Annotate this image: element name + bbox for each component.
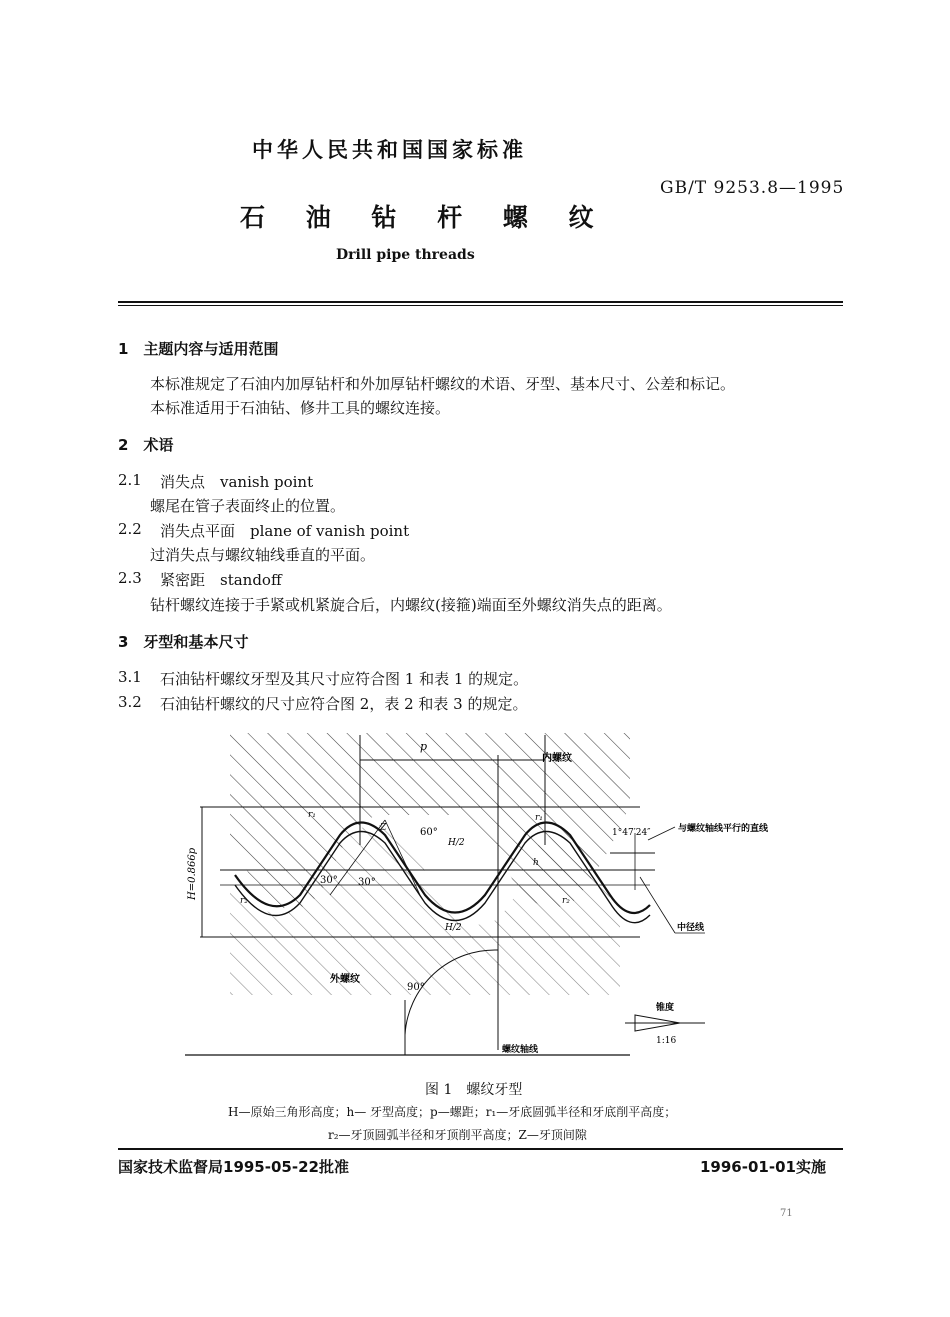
footer-rule xyxy=(118,1148,843,1150)
internal-thread-label: 内螺纹 xyxy=(542,753,572,764)
taper-angle-label: 1°47′24″ xyxy=(612,828,651,838)
r1-label-left: r₁ xyxy=(308,810,316,820)
section-2-heading: 2 术语 xyxy=(118,436,174,454)
thread-axis-label: 螺纹轴线 xyxy=(502,1045,539,1055)
section-1-para-1: 本标准规定了石油内加厚钻杆和外加厚钻杆螺纹的术语、牙型、基本尺寸、公差和标记。 xyxy=(150,375,736,393)
para-3-1-number: 3.1 xyxy=(118,668,142,686)
header-rule-top xyxy=(118,301,843,303)
angle-30-left-label: 30° xyxy=(320,875,338,886)
external-thread-label: 外螺纹 xyxy=(330,974,360,985)
h-label: h xyxy=(533,858,539,868)
section-1-para-2: 本标准适用于石油钻、修井工具的螺纹连接。 xyxy=(150,399,451,417)
term-2-1-definition: 螺尾在管子表面终止的位置。 xyxy=(150,497,346,515)
term-2-2: 消失点平面 plane of vanish point xyxy=(160,522,410,540)
page-number: 71 xyxy=(780,1208,793,1219)
term-2-3-number: 2.3 xyxy=(118,569,142,587)
para-3-2: 石油钻杆螺纹的尺寸应符合图 2，表 2 和表 3 的规定。 xyxy=(160,695,528,713)
taper-ratio-label: 1:16 xyxy=(656,1036,677,1046)
document-title: 石 油 钻 杆 螺 纹 xyxy=(240,203,610,232)
section-1-heading: 1 主题内容与适用范围 xyxy=(118,340,279,358)
h-half-label-bottom: H/2 xyxy=(445,923,462,933)
figure-legend-line-2: r₂—牙顶圆弧半径和牙顶削平高度；Z—牙顶间隙 xyxy=(328,1128,587,1142)
term-2-3-definition: 钻杆螺纹连接于手紧或机紧旋合后，内螺纹(接箍)端面至外螺纹消失点的距离。 xyxy=(150,596,672,614)
thread-profile-figure xyxy=(180,725,800,1070)
z-label: Z xyxy=(380,823,387,833)
para-3-1: 石油钻杆螺纹牙型及其尺寸应符合图 1 和表 1 的规定。 xyxy=(160,670,529,688)
h-half-label-top: H/2 xyxy=(448,838,465,848)
angle-30-right-label: 30° xyxy=(358,877,376,888)
r1-label-right: r₁ xyxy=(535,813,543,823)
para-3-2-number: 3.2 xyxy=(118,693,142,711)
term-2-2-definition: 过消失点与螺纹轴线垂直的平面。 xyxy=(150,546,376,564)
national-standard-title: 中华人民共和国国家标准 xyxy=(252,138,527,162)
standard-number: GB/T 9253.8—1995 xyxy=(660,178,845,198)
approval-line: 国家技术监督局1995-05-22批准 xyxy=(118,1158,349,1176)
angle-60-label: 60° xyxy=(420,827,438,838)
r2-label-left: r₂ xyxy=(240,896,248,906)
figure-caption: 图 1 螺纹牙型 xyxy=(425,1082,523,1098)
effective-date: 1996-01-01实施 xyxy=(700,1158,826,1176)
term-2-1-number: 2.1 xyxy=(118,471,142,489)
r2-label-right: r₂ xyxy=(562,896,570,906)
term-2-2-number: 2.2 xyxy=(118,520,142,538)
term-2-3: 紧密距 standoff xyxy=(160,571,282,589)
document-title-english: Drill pipe threads xyxy=(336,247,475,263)
pitch-line-label: 中径线 xyxy=(677,923,705,933)
figure-legend-line-1: H—原始三角形高度；h— 牙型高度；p—螺距；r₁—牙底圆弧半径和牙底削平高度； xyxy=(228,1105,677,1119)
parallel-line-label: 与螺纹轴线平行的直线 xyxy=(678,824,769,834)
angle-90-label: 90° xyxy=(407,982,425,993)
term-2-1: 消失点 vanish point xyxy=(160,473,314,491)
h-formula-label: H=0.866p xyxy=(187,847,198,900)
section-3-heading: 3 牙型和基本尺寸 xyxy=(118,633,249,651)
header-rule-bottom xyxy=(118,305,843,306)
pitch-label: p xyxy=(420,740,428,753)
taper-label: 锥度 xyxy=(656,1003,675,1013)
